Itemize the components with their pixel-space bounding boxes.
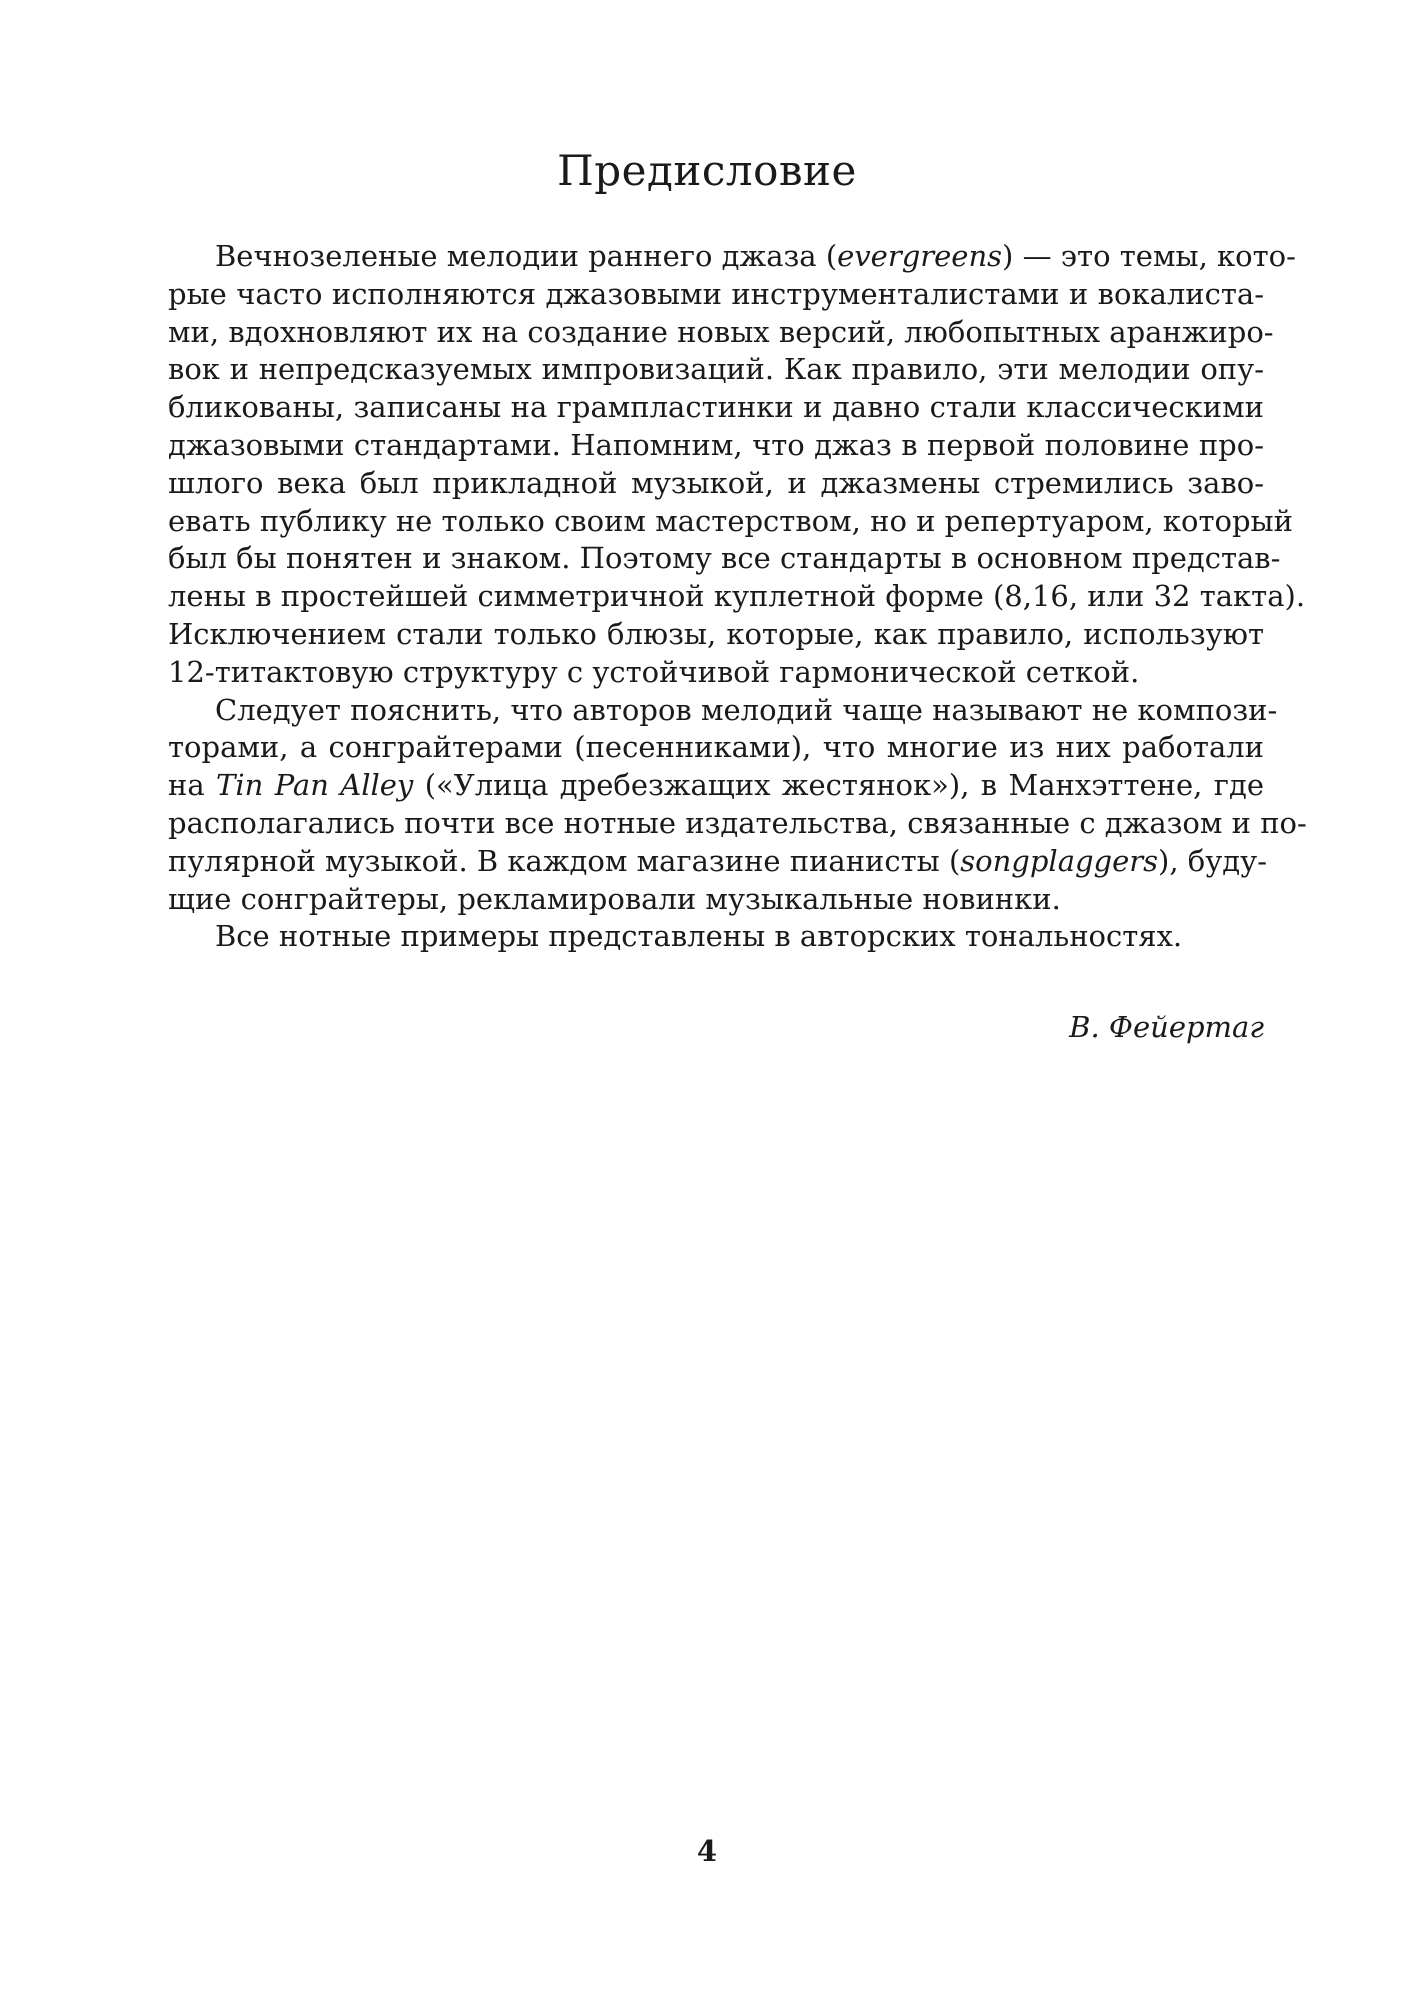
text-line: располагались почти все нотные издательства, связанные с джазом и по- [168, 805, 1307, 840]
italic-term: Tin Pan Alley [216, 768, 414, 803]
text-line: Все нотные примеры представлены в авторских тональностях. [215, 919, 1183, 954]
text-line: вок и непредсказуемых импровизаций. Как правило, эти мелодии опу- [168, 352, 1264, 387]
text-line: шлого века был прикладной музыкой, и джазмены стремились заво- [168, 465, 1264, 500]
text-line: был бы понятен и знаком. Поэтому все стандарты в основном представ- [168, 541, 1281, 576]
paragraph-2 [168, 692, 1307, 919]
text-line: евать публику не только своим мастерством, но и репертуаром, который [168, 503, 1293, 538]
italic-term: evergreens [837, 239, 1003, 273]
text-line: 12-титактовую структуру с устойчивой гармонической сеткой. [168, 654, 1140, 689]
text-line: ми, вдохновляют их на создание новых версий, любопытных аранжиро- [168, 314, 1274, 349]
text-line: бликованы, записаны на грампластинки и давно стали классическими [168, 390, 1264, 425]
text-line: рые часто исполняются джазовыми инструменталистами и вокалиста- [168, 276, 1264, 311]
text-line: Исключением стали только блюзы, которые, как правило, используют [168, 616, 1264, 651]
text-line: Следует пояснить, что авторов мелодий чаще называют не компози- [215, 692, 1278, 727]
text-line: на Tin Pan Alley («Улица дребезжащих жестянок»), в Манхэттене, где [168, 768, 1264, 803]
italic-term: songplaggers [960, 843, 1159, 878]
text-line: лены в простейшей симметричной куплетной форме (8,16, или 32 такта). [168, 579, 1306, 614]
paragraph-1 [168, 238, 1306, 692]
preface-body [168, 238, 1307, 956]
text-line: Вечнозеленые мелодии раннего джаза (evergreens) — это темы, кото- [215, 239, 1296, 273]
text-line: щие сонграйтеры, рекламировали музыкальные новинки. [168, 881, 1061, 916]
author-signature: В. Фейертаг [1069, 1010, 1264, 1044]
page-number: 4 [696, 1834, 718, 1868]
page-title: Предисловие [557, 146, 857, 195]
text-line: торами, а сонграйтерами (песенниками), что многие из них работали [168, 730, 1264, 765]
text-line: джазовыми стандартами. Напомним, что джаз в первой половине про- [168, 427, 1264, 462]
paragraph-3 [168, 918, 1264, 956]
text-line: пулярной музыкой. В каждом магазине пианисты (songplaggers), буду- [168, 843, 1268, 878]
